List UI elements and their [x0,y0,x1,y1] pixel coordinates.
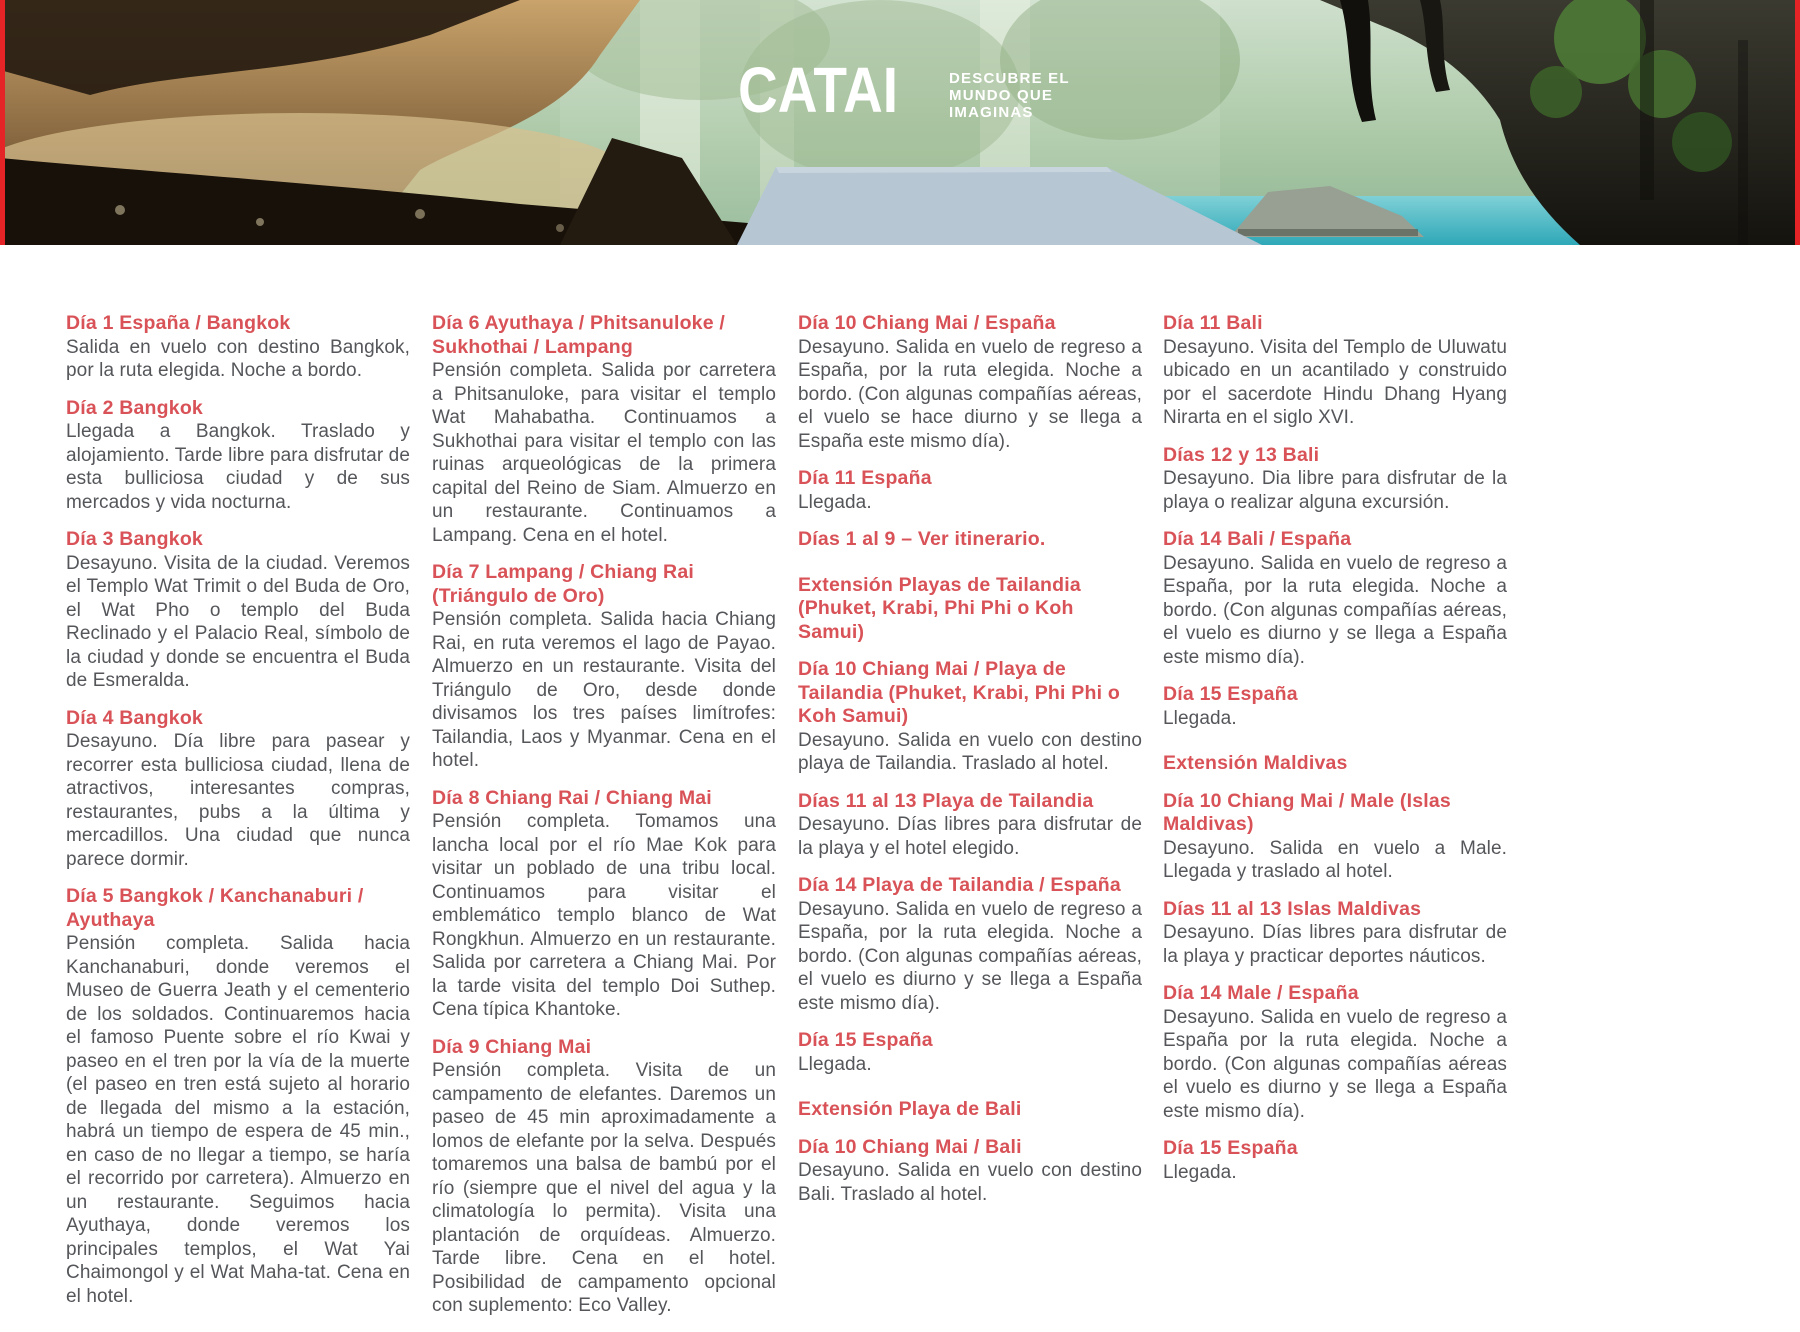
tagline-line-3: IMAGINAS [949,104,1034,121]
entry-body: Desayuno. Salida en vuelo con destino playa de Tailandia. Traslado al hotel. [798,729,1142,774]
day-entry [798,790,1142,861]
day-entry [66,397,410,515]
entry-heading: Extensión Playa de Bali [798,1098,1022,1120]
entry-heading: Día 11 España [798,467,932,489]
entry-heading: Día 5 Bangkok / Kanchanaburi / Ayuthaya [66,885,364,931]
entry-body: Pensión completa. Salida hacia Kanchanaburi, donde veremos el Museo de Guerra Jeath y el cementerio de los soldados. Continuaremos hacia el famoso Puente sobre el río Kwai y paseo en el tren por la vía de la muerte (el paseo en tren está sujeto al horario de llegada del mismo a la estación, habrá un tiempo de espera de 45 min., en caso de no llegar a tiempo, se haría el recorrido por carretera). Almuerzo en un restaurante. Seguimos hacia Ayuthaya, donde veremos los principales templos, el Wat Yai Chaimongol y el Wat Maha-tat. Cena en el hotel. [66,933,410,1307]
day-entry [66,528,410,693]
tagline-line-2: MUNDO QUE [949,87,1054,104]
day-entry [798,1029,1142,1076]
entry-body: Desayuno. Salida en vuelo a Male. Llegada y traslado al hotel. [1163,837,1507,882]
day-entry [1163,790,1507,884]
day-entry [1163,1137,1507,1184]
entry-heading: Día 6 Ayuthaya / Phitsanuloke / Sukhothai / Lampang [432,312,726,358]
entry-heading: Día 3 Bangkok [66,528,203,550]
entry-heading: Día 14 Male / España [1163,982,1359,1004]
entry-body: Desayuno. Salida en vuelo de regreso a España, por la ruta elegida. Noche a bordo. (Con algunas compañías aéreas, el vuelo se hace diurno y se llega a España este mismo día). [798,336,1142,452]
left-red-edge-strip [0,0,5,245]
day-entry [1163,312,1507,430]
day-entry [798,528,1142,552]
entry-heading: Día 9 Chiang Mai [432,1035,592,1058]
right-red-edge-strip [1795,0,1800,245]
day-entry [1163,982,1507,1123]
day-entry [1163,898,1507,969]
entry-body: Llegada. [798,491,872,513]
header-photo [0,0,1800,245]
entry-heading: Día 1 España / Bangkok [66,312,291,334]
entry-body: Desayuno. Días libres para disfrutar de la playa y practicar deportes náuticos. [1163,922,1507,967]
entry-body: Desayuno. Días libres para disfrutar de la playa y el hotel elegido. [798,814,1142,859]
entry-body: Llegada. [798,1053,872,1075]
extension-heading-block [798,1098,1142,1122]
extension-heading-block [798,574,1142,645]
day-entry [432,1036,776,1318]
entry-body: Pensión completa. Salida por carretera a Phitsanuloke, para visitar el templo Wat Mahabatha. Continuamos a Sukhothai para visitar el templo con las ruinas arqueológicas de la primera capital del Reino de Siam. Almuerzo en un restaurante. Continuamos a Lampang. Cena en el hotel. [432,360,776,546]
itinerary-column-2 [432,312,776,1332]
entry-body: Desayuno. Visita del Templo de Uluwatu ubicado en un acantilado y construido por el sacerdote Hindu Dhang Hyang Nirarta en el siglo XVI. [1163,336,1507,428]
entry-body: Desayuno. Día libre para pasear y recorrer esta bulliciosa ciudad, llena de atractivos, interesantes compras, restaurantes, pubs a la última y mercadillos. Una ciudad que nunca parece dormir. [66,731,410,870]
entry-heading: Extensión Playas de Tailandia (Phuket, Krabi, Phi Phi o Koh Samui) [798,573,1081,643]
day-entry [798,312,1142,453]
thailand-cliffs-photo [0,0,1800,245]
entry-heading: Día 2 Bangkok [66,396,203,419]
entry-heading: Día 8 Chiang Rai / Chiang Mai [432,786,712,809]
entry-heading: Días 11 al 13 Playa de Tailandia [798,789,1094,812]
catai-logo: CATAI [738,54,898,126]
day-entry [798,874,1142,1015]
entry-body: Llegada a Bangkok. Traslado y alojamiento. Tarde libre para disfrutar de esta bulliciosa ciudad y de sus mercados y vida nocturna. [66,421,410,513]
day-entry [432,787,776,1022]
entry-heading: Días 11 al 13 Islas Maldivas [1163,897,1422,920]
entry-body: Llegada. [1163,1161,1237,1183]
entry-heading: Día 7 Lampang / Chiang Rai (Triángulo de Oro) [432,561,694,607]
entry-heading: Día 10 Chiang Mai / España [798,312,1056,334]
entry-heading: Día 14 Playa de Tailandia / España [798,874,1121,896]
itinerary-column-3 [798,312,1142,1220]
entry-heading: Día 15 España [798,1029,933,1051]
entry-body: Salida en vuelo con destino Bangkok, por la ruta elegida. Noche a bordo. [66,336,410,381]
day-entry [798,1136,1142,1207]
extension-heading-block [1163,752,1507,776]
day-entry [1163,444,1507,515]
entry-heading: Día 10 Chiang Mai / Bali [798,1135,1022,1158]
entry-body: Desayuno. Salida en vuelo con destino Bali. Traslado al hotel. [798,1160,1142,1205]
entry-heading: Día 15 España [1163,1137,1298,1159]
entry-heading: Día 11 Bali [1163,312,1263,334]
entry-body: Pensión completa. Visita de un campamento de elefantes. Daremos un paseo de 45 min aproximadamente a lomos de elefante por la selva. Después tomaremos una balsa de bambú por el río (siempre que el nivel del agua y la climatología lo permita). Visita una plantación de orquídeas. Almuerzo. Tarde libre. Cena en el hotel. Posibilidad de campamento opcional con suplemento: Eco Valley. [432,1060,776,1316]
entry-heading: Día 10 Chiang Mai / Male (Islas Maldivas) [1163,789,1451,835]
entry-heading: Día 4 Bangkok [66,706,203,729]
entry-body: Pensión completa. Salida hacia Chiang Rai, en ruta veremos el lago de Payao. Almuerzo en un restaurante. Visita del Triángulo de Oro, desde donde divisamos los tres países limítrofes: Tailandia, Laos y Myanmar. Cena en el hotel. [432,609,776,771]
catai-tagline [949,70,1070,121]
day-entry [798,467,1142,514]
entry-body: Llegada. [1163,707,1237,729]
entry-body: Desayuno. Salida en vuelo de regreso a España por la ruta elegida. Noche a bordo. (Con algunas compañías aéreas el vuelo es diurno y se llega a España este mismo día). [1163,1006,1507,1122]
entry-heading: Día 14 Bali / España [1163,528,1352,550]
tagline-line-1: DESCUBRE EL [949,70,1070,87]
entry-heading: Día 15 España [1163,683,1298,705]
entry-heading: Días 1 al 9 – Ver itinerario. [798,528,1046,550]
entry-heading: Extensión Maldivas [1163,752,1348,774]
entry-body: Desayuno. Dia libre para disfrutar de la playa o realizar alguna excursión. [1163,468,1507,513]
entry-heading: Días 12 y 13 Bali [1163,443,1320,466]
day-entry [432,561,776,773]
day-entry [66,707,410,872]
entry-body: Desayuno. Salida en vuelo de regreso a España, por la ruta elegida. Noche a bordo. (Con algunas compañías aéreas, el vuelo es diurno y se llega a España este mismo día). [798,898,1142,1014]
entry-body: Pensión completa. Tomamos una lancha local por el río Mae Kok para visitar un poblado de una tribu local. Continuamos para visitar el emblemático templo blanco de Wat Rongkhun. Almuerzo en un restaurante. Salida por carretera a Chiang Mai. Por la tarde visita del templo Doi Suthep. Cena típica Khantoke. [432,811,776,1020]
entry-heading: Día 10 Chiang Mai / Playa de Tailandia (Phuket, Krabi, Phi Phi o Koh Samui) [798,658,1120,727]
day-entry [432,312,776,547]
itinerary-column-1 [66,312,410,1322]
day-entry [1163,683,1507,730]
day-entry [66,312,410,383]
entry-body: Desayuno. Visita de la ciudad. Veremos el Templo Wat Trimit o del Buda de Oro, el Wat Pho o templo del Buda Reclinado y el Palacio Real, símbolo de la ciudad y donde se encuentra el Buda de Esmeralda. [66,552,410,691]
day-entry [798,658,1142,776]
day-entry [1163,528,1507,669]
itinerary-column-4 [1163,312,1507,1198]
day-entry [66,885,410,1308]
entry-body: Desayuno. Salida en vuelo de regreso a España, por la ruta elegida. Noche a bordo. (Con algunas compañías aéreas, el vuelo es diurno y se llega a España este mismo día). [1163,552,1507,668]
